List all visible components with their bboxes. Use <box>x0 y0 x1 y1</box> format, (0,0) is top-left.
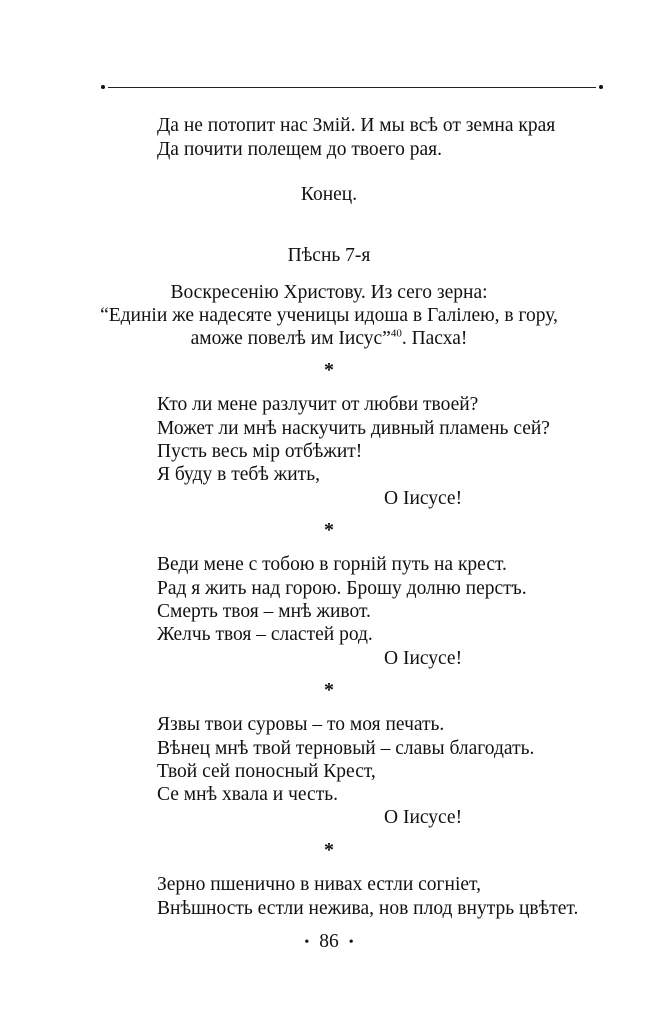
header-rule <box>108 87 596 88</box>
verse-line: Вѣнец мнѣ твой терновый – славы благодать. <box>157 738 535 759</box>
stanza-separator: * <box>324 519 334 541</box>
verse-line: Внѣшность естли нежива, нов плод внутрь цвѣтет. <box>157 898 579 919</box>
verse-line: Язвы твои суровы – то моя печать. <box>157 714 445 735</box>
verse-line: Смерть твоя – мнѣ живот. <box>157 601 371 622</box>
verse-line: Желчь твоя – сластей род. <box>157 624 373 645</box>
verse-line: Зерно пшенично в нивах естли согніет, <box>157 874 481 895</box>
verse-line: Да не потопит нас Змій. И мы всѣ от земна края <box>157 115 556 136</box>
verse-line: Я буду в тебѣ жить, <box>157 464 320 485</box>
stanza-separator: * <box>324 839 334 861</box>
header-rule-right-dot <box>599 85 603 89</box>
refrain: О Іисусе! <box>384 648 463 669</box>
stanza-separator: * <box>324 359 334 381</box>
verse-line: Кто ли мене разлучит от любви твоей? <box>157 394 479 415</box>
end-label: Конец. <box>300 184 358 205</box>
verse-line: Пусть весь мір отбѣжит! <box>157 441 363 462</box>
page-bullet-right: • <box>348 935 354 950</box>
epigraph-tail: . Пасха! <box>401 328 468 349</box>
footnote-ref: 40 <box>390 327 402 340</box>
epigraph-line: “Единіи же надесяте ученицы идоша в Галілею, в гору, <box>100 305 558 326</box>
song-title: Пѣснь 7-я <box>287 245 371 266</box>
verse-line: Веди мене с тобою в горній путь на крест. <box>157 554 507 575</box>
epigraph-line: Воскресенію Христову. Из сего зерна: <box>170 282 488 303</box>
epigraph-text: аможе повелѣ им Іисус” <box>190 328 391 349</box>
verse-line: Да почити полещем до твоего рая. <box>157 139 442 160</box>
page-number-footer <box>0 930 658 956</box>
verse-line: Се мнѣ хвала и честь. <box>157 784 339 805</box>
epigraph-line <box>0 327 658 351</box>
page-bullet-left: • <box>304 935 310 950</box>
header-rule-left-dot <box>101 85 105 89</box>
verse-line: Рад я жить над горою. Брошу долню перстъ. <box>157 578 527 599</box>
stanza-separator: * <box>324 679 334 701</box>
verse-line: Твой сей поносный Крест, <box>157 761 376 782</box>
verse-line: Может ли мнѣ наскучить дивный пламень сей? <box>157 418 550 439</box>
refrain: О Іисусе! <box>384 488 463 509</box>
page-number: 86 <box>319 931 339 952</box>
refrain: О Іисусе! <box>384 807 463 828</box>
